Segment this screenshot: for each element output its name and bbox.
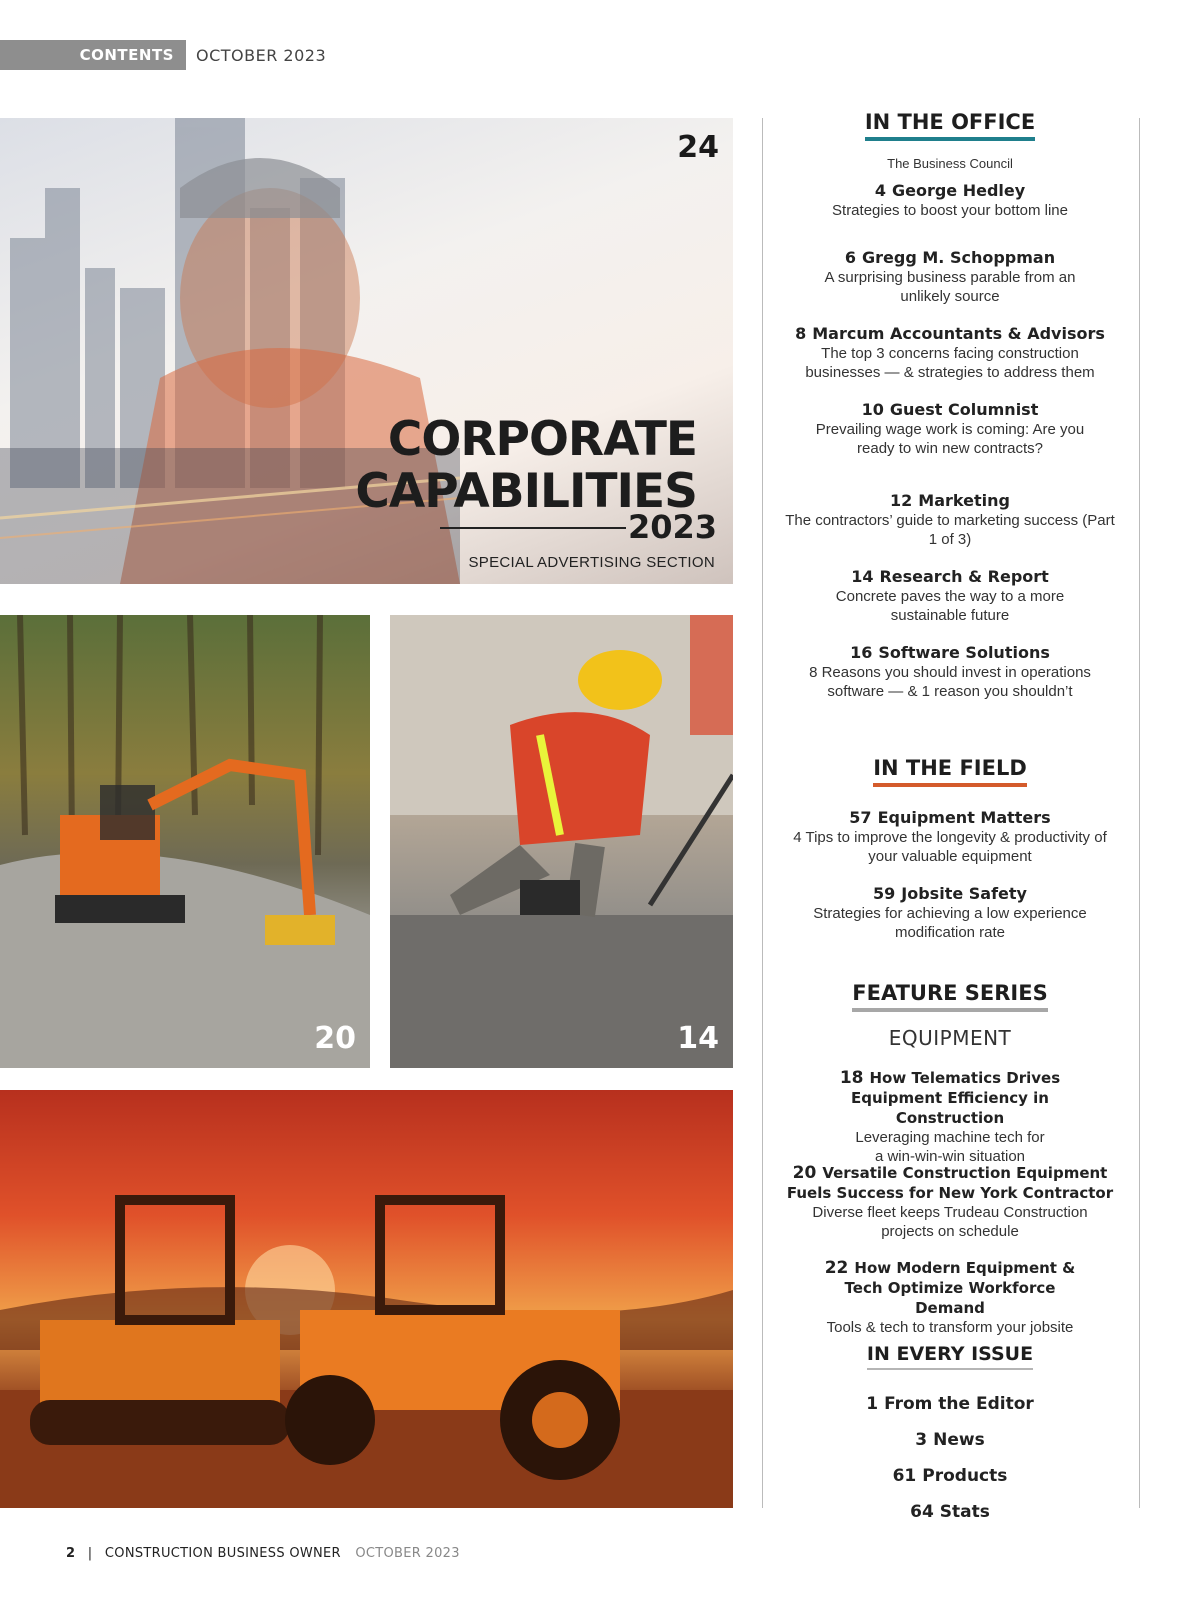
page-number-badge: 20 xyxy=(314,1021,356,1056)
footer-page-number: 2 xyxy=(66,1546,76,1561)
entry-page: 12 xyxy=(890,491,913,510)
section-tab xyxy=(0,40,186,70)
section-heading-feature xyxy=(760,981,1140,1012)
section-title: FEATURE SERIES xyxy=(852,981,1047,1012)
entry-desc: Leveraging machine tech for a win-win-win situation xyxy=(855,1129,1045,1165)
corporate-title xyxy=(355,414,697,518)
section-title: IN THE OFFICE xyxy=(865,110,1035,141)
corporate-capabilities-image[interactable] xyxy=(0,118,733,584)
entry-page: 14 xyxy=(851,567,874,586)
entry-title: Versatile Construction Equipment Fuels Success for New York Contractor xyxy=(786,1164,1114,1202)
feature-category: EQUIPMENT xyxy=(888,1026,1012,1050)
entry-title: Guest Columnist xyxy=(889,400,1039,419)
title-line-1: CORPORATE xyxy=(387,412,697,467)
toc-entry[interactable] xyxy=(760,324,1140,382)
entry-page: 8 xyxy=(795,324,807,343)
footer-date: OCTOBER 2023 xyxy=(355,1546,460,1561)
entry-desc: Tools & tech to transform your jobsite xyxy=(826,1319,1074,1336)
toc-entry[interactable] xyxy=(760,1394,1140,1414)
issue-date: OCTOBER 2023 xyxy=(196,46,327,65)
toc-entry[interactable] xyxy=(760,567,1140,625)
entry-page: 1 xyxy=(866,1394,879,1414)
toc-entry[interactable] xyxy=(760,884,1140,942)
entry-desc: Diverse fleet keeps Trudeau Construction projects on schedule xyxy=(812,1204,1088,1240)
entry-desc: 4 Tips to improve the longevity & productivity of your valuable equipment xyxy=(793,829,1107,865)
entry-title: Marketing xyxy=(918,491,1010,510)
entry-page: 20 xyxy=(792,1163,817,1183)
entry-title: Stats xyxy=(939,1502,990,1522)
toc-entry[interactable] xyxy=(760,808,1140,866)
entry-desc: Strategies to boost your bottom line xyxy=(832,202,1068,219)
entry-page: 61 xyxy=(892,1466,917,1486)
toc-entry[interactable] xyxy=(760,248,1140,306)
section-heading-field xyxy=(760,756,1140,787)
footer-separator: | xyxy=(87,1546,93,1561)
section-heading-every-issue xyxy=(760,1343,1140,1370)
footer-publication: CONSTRUCTION BUSINESS OWNER xyxy=(104,1546,341,1561)
excavator-image[interactable] xyxy=(0,615,370,1068)
entry-title: Gregg M. Schoppman xyxy=(862,248,1056,267)
entry-page: 59 xyxy=(873,884,896,903)
toc-entry[interactable] xyxy=(760,181,1140,220)
page-number-badge: 24 xyxy=(677,130,719,165)
entry-page: 57 xyxy=(849,808,872,827)
entry-title: News xyxy=(933,1430,985,1450)
entry-title: Research & Report xyxy=(879,567,1049,586)
worker-illustration xyxy=(390,615,733,1068)
toc-entry[interactable] xyxy=(760,1163,1140,1241)
entry-title: Software Solutions xyxy=(878,643,1050,662)
entry-desc: Prevailing wage work is coming: Are you ready to win new contracts? xyxy=(815,421,1085,457)
toc-entry[interactable] xyxy=(760,1430,1140,1450)
page-footer xyxy=(66,1546,460,1561)
entry-title: George Hedley xyxy=(891,181,1026,200)
page-number-badge: 14 xyxy=(677,1021,719,1056)
corporate-year: 2023 xyxy=(627,508,717,546)
entry-page: 16 xyxy=(850,643,873,662)
entry-title: Marcum Accountants & Advisors xyxy=(812,324,1105,343)
entry-title: How Telematics Drives Equipment Efficiency in Construction xyxy=(851,1069,1061,1127)
title-line-2: CAPABILITIES xyxy=(355,464,697,519)
entry-title: How Modern Equipment & Tech Optimize Workforce Demand xyxy=(844,1259,1076,1317)
entry-page: 4 xyxy=(874,181,886,200)
entry-title: Equipment Matters xyxy=(877,808,1051,827)
toc-entry[interactable] xyxy=(760,1068,1140,1166)
section-label: CONTENTS xyxy=(79,46,174,64)
section-title: IN EVERY ISSUE xyxy=(867,1343,1033,1370)
entry-page: 10 xyxy=(861,400,884,419)
entry-page: 6 xyxy=(844,248,857,267)
entry-page: 18 xyxy=(839,1068,864,1088)
toc-entry[interactable] xyxy=(760,1502,1140,1522)
section-subtitle: The Business Council xyxy=(887,156,1013,171)
entry-desc: The contractors’ guide to marketing success (Part 1 of 3) xyxy=(785,512,1115,548)
toc-entry[interactable] xyxy=(760,491,1140,549)
toc-entry[interactable] xyxy=(760,643,1140,701)
entry-title: From the Editor xyxy=(884,1394,1034,1414)
sunset-machinery-image[interactable] xyxy=(0,1090,733,1508)
section-title: IN THE FIELD xyxy=(873,756,1027,787)
entry-desc: A surprising business parable from an unlikely source xyxy=(824,269,1076,305)
machinery-illustration xyxy=(0,1090,733,1508)
entry-desc: The top 3 concerns facing construction businesses — & strategies to address them xyxy=(805,345,1095,381)
entry-title: Jobsite Safety xyxy=(901,884,1027,903)
excavator-illustration xyxy=(0,615,370,1068)
toc-entry[interactable] xyxy=(760,1258,1140,1337)
section-heading-office xyxy=(760,110,1140,141)
entry-desc: Concrete paves the way to a more sustainable future xyxy=(835,588,1065,624)
entry-desc: 8 Reasons you should invest in operations software — & 1 reason you shouldn’t xyxy=(809,664,1091,700)
title-rule xyxy=(440,527,626,529)
corporate-subtitle: SPECIAL ADVERTISING SECTION xyxy=(468,554,715,571)
concrete-worker-image[interactable] xyxy=(390,615,733,1068)
toc-entry[interactable] xyxy=(760,400,1140,458)
entry-desc: Strategies for achieving a low experience modification rate xyxy=(813,905,1087,941)
entry-title: Products xyxy=(922,1466,1008,1486)
entry-page: 3 xyxy=(915,1430,928,1450)
entry-page: 64 xyxy=(910,1502,934,1522)
toc-entry[interactable] xyxy=(760,1466,1140,1486)
entry-page: 22 xyxy=(824,1258,849,1278)
